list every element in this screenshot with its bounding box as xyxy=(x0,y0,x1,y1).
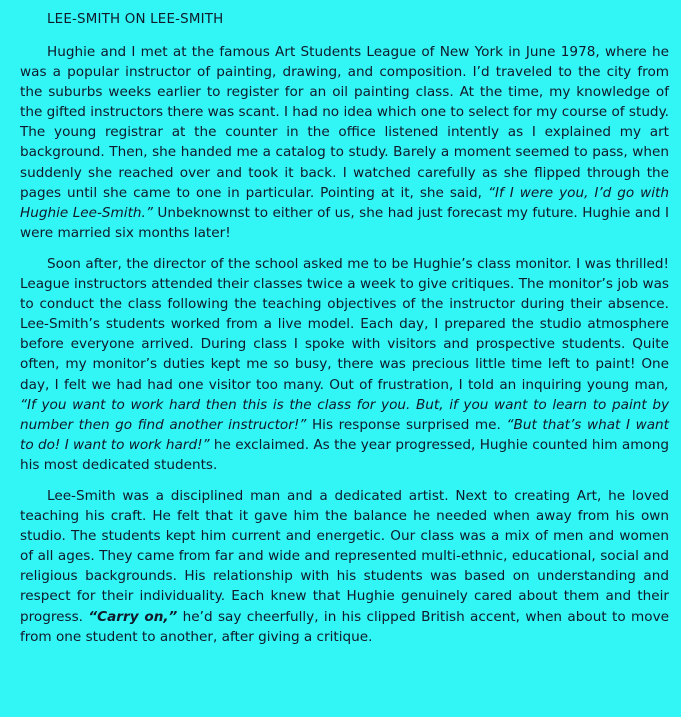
document-title: LEE-SMITH ON LEE-SMITH xyxy=(47,12,224,27)
paragraph-1 xyxy=(20,42,669,243)
paragraph-2 xyxy=(20,254,669,475)
paragraph-3-text-2: he’d say cheerfully, in his clipped British accent, when about to move from one student to another, after giving a critique. xyxy=(20,608,670,645)
paragraph-1-text-1: Hughie and I met at the famous Art Students League of New York in June 1978, where he was a popular instructor of painting, drawing, and composition. I’d traveled to the city from the suburbs weeks earlier to register for an oil painting class. At the time, my knowledge of the gifted instructors there was scant. I had no idea which one to select for my course of study. The young registrar at the counter in the office listened intently as I explained my art background. Then, she handed me a catalog to study. Barely a moment seemed to pass, when suddenly she reached over and took it back. I watched carefully as she flipped through the pages until she came to one in particular. Pointing at it, she said, xyxy=(20,44,669,201)
paragraph-2-quote-1: , “If you want to work hard then this is the class for you. But, if you want to learn to paint by number then go find another instructor!” xyxy=(20,376,669,433)
paragraph-2-text-3: he exclaimed. As the year progressed, Hughie counted him among his most dedicated students. xyxy=(20,436,669,473)
paragraph-3-quote: “Carry on,” xyxy=(88,608,178,625)
paragraph-2-text-1: Soon after, the director of the school asked me to be Hughie’s class monitor. I was thrilled! League instructors attended their classes twice a week to give critiques. The monitor’s job was to conduct the class following the teaching objectives of the instructor during their absence. Lee-Smith’s students worked from a live model. Each day, I prepared the studio atmosphere before everyone arrived. During class I spoke with visitors and prospective students. Quite often, my monitor’s duties kept me so busy, there was precious little time left to paint! One day, I felt we had had one visitor too many. Out of frustration, I told an inquiring young man xyxy=(20,255,669,393)
paragraph-1-text-2: Unbeknownst to either of us, she had just forecast my future. Hughie and I were married six months later! xyxy=(20,204,669,241)
paragraph-1-quote: “If I were you, I’d go with Hughie Lee-Smith.” xyxy=(20,184,670,221)
paragraph-2-text-2: His response surprised me. xyxy=(306,416,507,433)
paragraph-3-text-1: Lee-Smith was a disciplined man and a dedicated artist. Next to creating Art, he loved teaching his craft. He felt that it gave him the balance he needed when away from his own studio. The students kept him current and energetic. Our class was a mix of men and women of all ages. They came from far and wide and represented multi-ethnic, educational, social and religious backgrounds. His relationship with his students was based on understanding and respect for their individuality. Each knew that Hughie genuinely cared about them and their progress. xyxy=(20,487,669,625)
paragraph-3 xyxy=(20,486,669,647)
paragraph-2-quote-2: “But that’s what I want to do! I want to work hard!” xyxy=(20,416,669,453)
